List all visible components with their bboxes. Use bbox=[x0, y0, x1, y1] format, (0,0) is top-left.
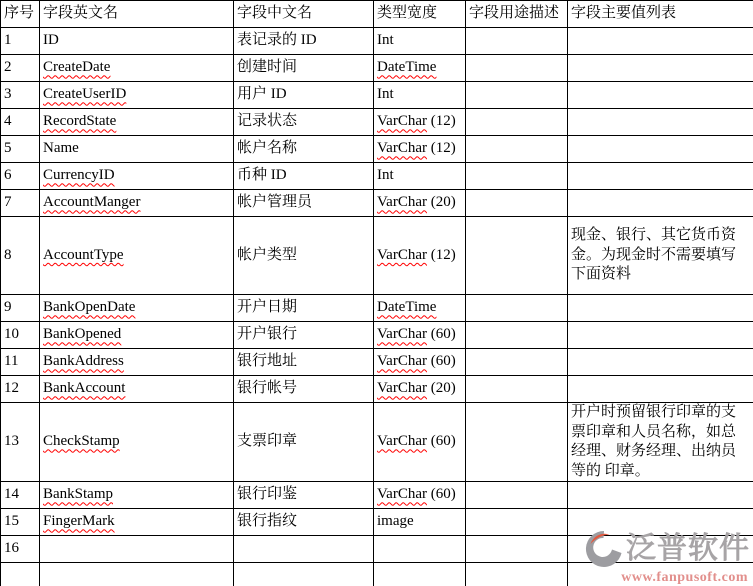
field-en-text: BankOpenDate bbox=[43, 299, 136, 316]
cell-seq: 13 bbox=[1, 403, 40, 482]
cell-field-cn: 创建时间 bbox=[234, 55, 374, 82]
table-row bbox=[1, 349, 753, 376]
cell-seq: 6 bbox=[1, 163, 40, 190]
cell-seq: 11 bbox=[1, 349, 40, 376]
cell-type: VarChar (60) bbox=[374, 322, 466, 349]
watermark bbox=[583, 529, 750, 585]
cell-seq: 1 bbox=[1, 28, 40, 55]
table-row bbox=[1, 295, 753, 322]
table-row bbox=[1, 376, 753, 403]
cell-seq bbox=[1, 563, 40, 586]
cell-usage bbox=[466, 349, 568, 376]
table-row bbox=[1, 322, 753, 349]
cell-field-en bbox=[40, 376, 234, 403]
cell-field-en bbox=[40, 322, 234, 349]
table-row bbox=[1, 163, 753, 190]
column-header-type: 类型宽度 bbox=[374, 1, 466, 28]
cell-usage bbox=[466, 509, 568, 536]
cell-values: 开户时预留银行印章的支票印章和人员名称，如总经理、财务经理、出纳员等的 印章。 bbox=[568, 403, 753, 482]
type-text: DateTime bbox=[377, 299, 437, 316]
watermark-brand-text: 泛普软件 bbox=[626, 532, 750, 565]
table-row bbox=[1, 403, 753, 482]
cell-seq: 5 bbox=[1, 136, 40, 163]
cell-values bbox=[568, 295, 753, 322]
cell-field-en bbox=[40, 217, 234, 295]
cell-field-en bbox=[40, 482, 234, 509]
cell-type bbox=[374, 295, 466, 322]
table-row bbox=[1, 109, 753, 136]
field-en-text: CheckStamp bbox=[43, 433, 120, 450]
cell-seq: 7 bbox=[1, 190, 40, 217]
cell-field-cn: 币种 ID bbox=[234, 163, 374, 190]
cell-usage bbox=[466, 482, 568, 509]
cell-usage bbox=[466, 322, 568, 349]
field-en-text: CreateUserID bbox=[43, 86, 127, 103]
cell-field-en bbox=[40, 509, 234, 536]
cell-type bbox=[374, 563, 466, 586]
watermark-url-text: www.fanpusoft.com bbox=[621, 570, 748, 585]
column-header-values: 字段主要值列表 bbox=[568, 1, 753, 28]
fanpusoft-logo-icon bbox=[583, 529, 624, 569]
cell-values bbox=[568, 82, 753, 109]
type-text: Int bbox=[377, 86, 394, 103]
cell-field-en bbox=[40, 190, 234, 217]
cell-values bbox=[568, 482, 753, 509]
cell-field-en bbox=[40, 136, 234, 163]
type-text: VarChar bbox=[377, 433, 427, 450]
cell-seq: 12 bbox=[1, 376, 40, 403]
type-text: Int bbox=[377, 167, 394, 184]
cell-field-cn: 帐户类型 bbox=[234, 217, 374, 295]
cell-usage bbox=[466, 28, 568, 55]
table-body bbox=[1, 28, 753, 586]
cell-field-cn: 支票印章 bbox=[234, 403, 374, 482]
cell-values bbox=[568, 163, 753, 190]
cell-field-en bbox=[40, 295, 234, 322]
cell-field-en bbox=[40, 563, 234, 586]
field-en-text: FingerMark bbox=[43, 513, 115, 530]
field-en-text: AccountType bbox=[43, 246, 124, 263]
cell-seq: 14 bbox=[1, 482, 40, 509]
cell-values bbox=[568, 28, 753, 55]
cell-values: 现金、银行、其它货币资金。为现金时不需要填写下面资料 bbox=[568, 217, 753, 295]
cell-type: VarChar (20) bbox=[374, 376, 466, 403]
cell-type bbox=[374, 55, 466, 82]
cell-seq: 4 bbox=[1, 109, 40, 136]
table-row bbox=[1, 190, 753, 217]
table-row bbox=[1, 217, 753, 295]
cell-values bbox=[568, 109, 753, 136]
cell-usage bbox=[466, 136, 568, 163]
cell-field-cn: 开户银行 bbox=[234, 322, 374, 349]
field-en-text: BankOpened bbox=[43, 326, 122, 343]
table-row bbox=[1, 28, 753, 55]
cell-field-cn: 帐户管理员 bbox=[234, 190, 374, 217]
table-row bbox=[1, 55, 753, 82]
cell-field-en bbox=[40, 55, 234, 82]
cell-field-en bbox=[40, 403, 234, 482]
cell-usage bbox=[466, 109, 568, 136]
field-en-text: CreateDate bbox=[43, 59, 111, 76]
cell-type: VarChar (12) bbox=[374, 217, 466, 295]
cell-field-cn: 用户 ID bbox=[234, 82, 374, 109]
cell-field-en bbox=[40, 109, 234, 136]
column-header-en: 字段英文名 bbox=[40, 1, 234, 28]
type-text: DateTime bbox=[377, 59, 437, 76]
cell-usage bbox=[466, 163, 568, 190]
cell-usage bbox=[466, 55, 568, 82]
field-en-text: BankAddress bbox=[43, 353, 124, 370]
cell-field-cn: 银行指纹 bbox=[234, 509, 374, 536]
cell-field-cn: 帐户名称 bbox=[234, 136, 374, 163]
header-row bbox=[1, 1, 753, 28]
field-en-text: BankStamp bbox=[43, 486, 113, 503]
cell-values bbox=[568, 322, 753, 349]
cell-field-cn: 记录状态 bbox=[234, 109, 374, 136]
type-text: VarChar bbox=[377, 194, 427, 211]
cell-seq: 15 bbox=[1, 509, 40, 536]
type-text: VarChar bbox=[377, 113, 427, 130]
type-text: VarChar bbox=[377, 326, 427, 343]
cell-usage bbox=[466, 82, 568, 109]
cell-type: VarChar (12) bbox=[374, 109, 466, 136]
cell-field-cn: 银行帐号 bbox=[234, 376, 374, 403]
type-text: VarChar bbox=[377, 380, 427, 397]
cell-seq: 10 bbox=[1, 322, 40, 349]
cell-usage bbox=[466, 376, 568, 403]
cell-type: VarChar (60) bbox=[374, 482, 466, 509]
type-text: image bbox=[377, 513, 414, 530]
field-en-text: BankAccount bbox=[43, 380, 126, 397]
cell-values bbox=[568, 55, 753, 82]
field-en-text: Name bbox=[43, 140, 79, 157]
cell-seq: 9 bbox=[1, 295, 40, 322]
field-en-text: AccountManger bbox=[43, 194, 141, 211]
type-text: VarChar bbox=[377, 246, 427, 263]
cell-field-cn: 开户日期 bbox=[234, 295, 374, 322]
field-en-text: ID bbox=[43, 32, 59, 49]
cell-usage bbox=[466, 536, 568, 563]
cell-field-cn: 银行印鉴 bbox=[234, 482, 374, 509]
field-en-text: CurrencyID bbox=[43, 167, 115, 184]
cell-seq: 3 bbox=[1, 82, 40, 109]
cell-type bbox=[374, 536, 466, 563]
cell-usage bbox=[466, 295, 568, 322]
table-row bbox=[1, 136, 753, 163]
cell-field-en bbox=[40, 28, 234, 55]
cell-field-en bbox=[40, 536, 234, 563]
cell-type bbox=[374, 163, 466, 190]
cell-values bbox=[568, 136, 753, 163]
watermark-top bbox=[583, 529, 750, 569]
cell-field-cn: 表记录的 ID bbox=[234, 28, 374, 55]
cell-usage bbox=[466, 563, 568, 586]
type-text: Int bbox=[377, 32, 394, 49]
cell-field-cn: 银行地址 bbox=[234, 349, 374, 376]
table-header bbox=[1, 1, 753, 28]
column-header-seq: 序号 bbox=[1, 1, 40, 28]
cell-type bbox=[374, 82, 466, 109]
cell-usage bbox=[466, 190, 568, 217]
cell-type: VarChar (60) bbox=[374, 403, 466, 482]
cell-type bbox=[374, 28, 466, 55]
cell-field-cn bbox=[234, 563, 374, 586]
cell-type: VarChar (60) bbox=[374, 349, 466, 376]
cell-usage bbox=[466, 403, 568, 482]
cell-values bbox=[568, 349, 753, 376]
cell-type: VarChar (12) bbox=[374, 136, 466, 163]
column-header-cn: 字段中文名 bbox=[234, 1, 374, 28]
cell-field-en bbox=[40, 349, 234, 376]
column-header-usage: 字段用途描述 bbox=[466, 1, 568, 28]
cell-values bbox=[568, 376, 753, 403]
type-text: VarChar bbox=[377, 353, 427, 370]
table-row bbox=[1, 482, 753, 509]
cell-field-en bbox=[40, 163, 234, 190]
cell-type bbox=[374, 509, 466, 536]
field-en-text: RecordState bbox=[43, 113, 117, 130]
cell-seq: 16 bbox=[1, 536, 40, 563]
cell-field-cn bbox=[234, 536, 374, 563]
cell-seq: 8 bbox=[1, 217, 40, 295]
cell-field-en bbox=[40, 82, 234, 109]
table-row bbox=[1, 82, 753, 109]
cell-values bbox=[568, 190, 753, 217]
cell-usage bbox=[466, 217, 568, 295]
type-text: VarChar bbox=[377, 140, 427, 157]
cell-seq: 2 bbox=[1, 55, 40, 82]
cell-type: VarChar (20) bbox=[374, 190, 466, 217]
type-text: VarChar bbox=[377, 486, 427, 503]
